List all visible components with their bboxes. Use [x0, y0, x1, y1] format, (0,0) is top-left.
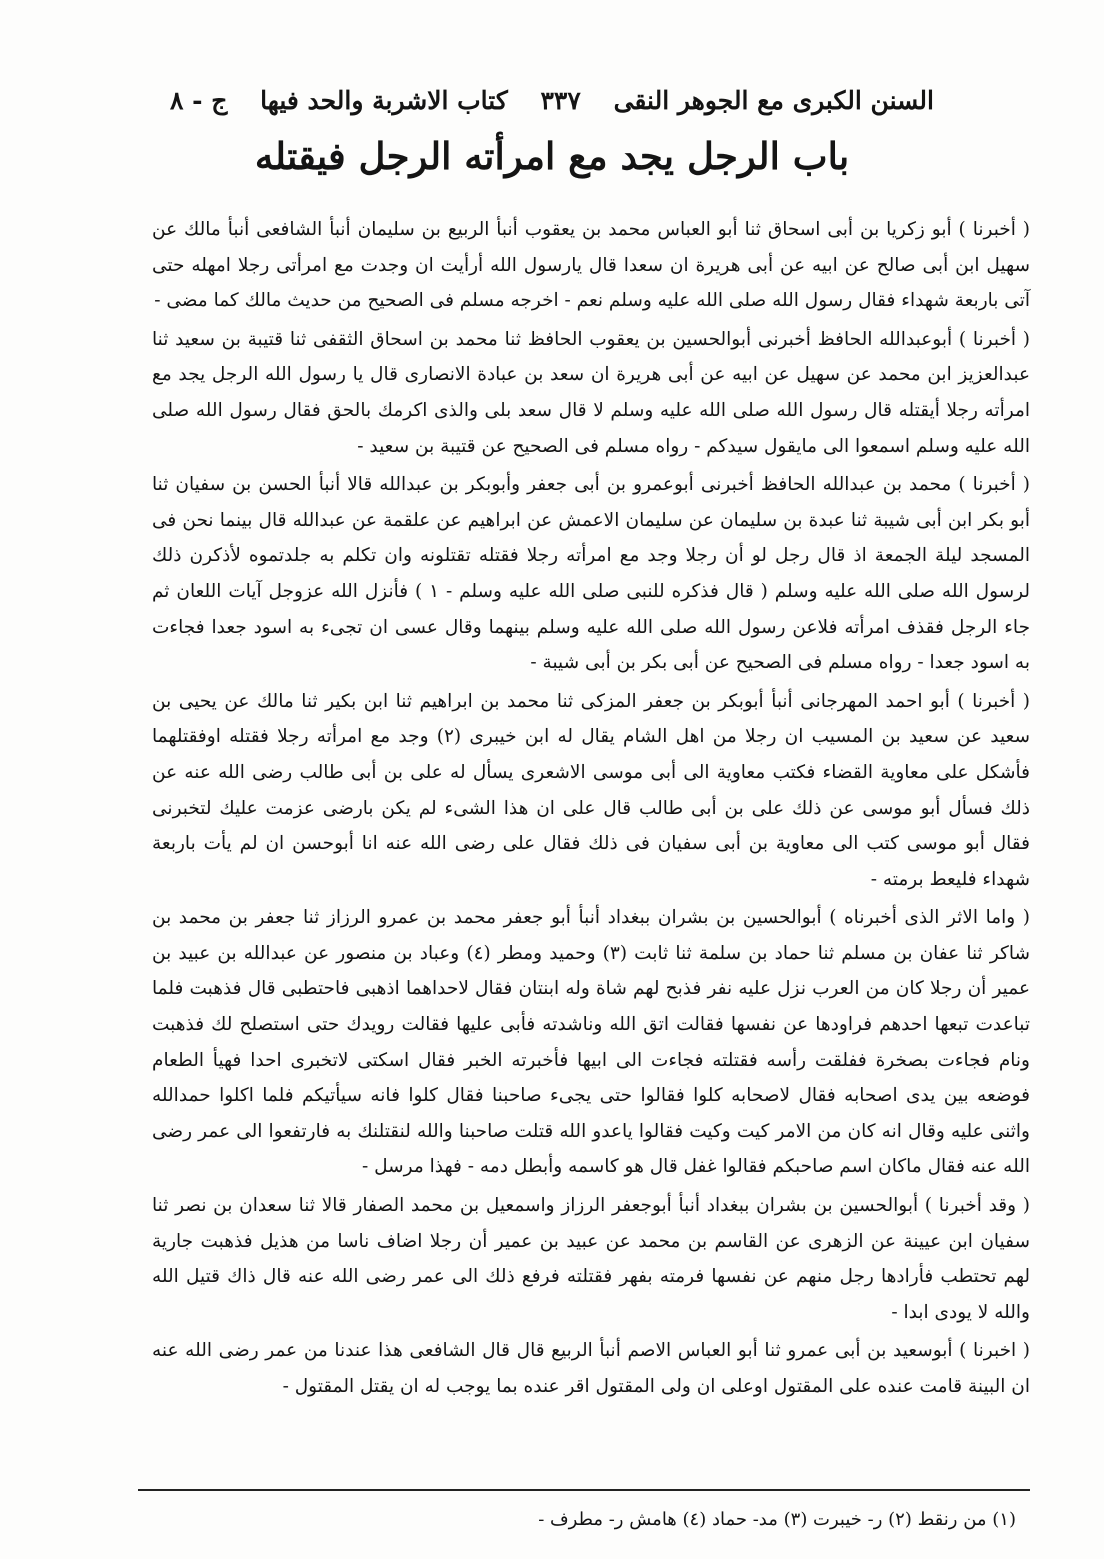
footnote-divider — [138, 1489, 1030, 1491]
chapter-title: باب الرجل يجد مع امرأته الرجل فيقتله — [254, 134, 850, 178]
paragraph-4: ( أخبرنا ) أبو احمد المهرجانى أنبأ أبوبكر بن جعفر المزكى ثنا محمد بن ابراهيم ثنا ابن بكير ثنا مالك عن يحيى بن سعيد عن سعيد بن المسيب ان رجلا من اهل الشام يقال له ابن خيبرى (٢) وجد مع امرأته رجلا فقتله اوفقتلهما فأشكل على معاوية القضاء فكتب معاوية الى أبى موسى الاشعرى يسأل له على بن أبى طالب رضى الله عنه عن ذلك فسأل أبو موسى عن ذلك على بن أبى طالب قال على ان هذا الشىء لم يكن بارضى عزمت عليك لتخبرنى فقال أبو موسى كتب الى معاوية بن أبى سفيان فى ذلك فقال على رضى الله عنه انا أبوحسن ان لم يأت باربعة شهداء فليعط برمته - — [152, 690, 1030, 890]
book-title: السنن الكبرى مع الجوهر النقى — [613, 85, 934, 115]
footnote: (١) من رنقط (٢) ر- خيبرت (٣) مد- حماد (٤) هامش ر- مطرف - — [538, 1509, 1016, 1530]
volume-number: ج - ٨ — [170, 85, 228, 115]
section-title: كتاب الاشربة والحد فيها — [260, 85, 508, 115]
paragraph-1: ( أخبرنا ) أبو زكريا بن أبى اسحاق ثنا أبو العباس محمد بن يعقوب أنبأ الربيع بن سليمان أنبأ الشافعى أنبأ مالك عن سهيل ابن أبى صالح عن ابيه عن أبى هريرة ان سعدا قال يارسول الله أرأيت ان وجدت مع امرأتى رجلا امهله حتى آتى باربعة شهداء فقال رسول الله صلى الله عليه وسلم نعم - اخرجه مسلم فى الصحيح من حديث مالك كما مضى - — [152, 219, 1030, 312]
running-header — [170, 80, 934, 120]
document-body — [152, 212, 1030, 1408]
paragraph-6: ( وقد أخبرنا ) أبوالحسين بن بشران ببغداد أنبأ أبوجعفر الرزاز واسمعيل بن محمد الصفار قالا ثنا سعدان بن نصر ثنا سفيان ابن عيينة عن الزهرى عن القاسم بن محمد عن عبيد بن عمير أن رجلا اضاف ناسا من هذيل فذهبت جارية لهم تحتطب فأرادها رجل منهم عن نفسها فرمته بفهر فقتلته فرفع ذلك الى عمر رضى الله عنه قال ذاك قتيل الله والله لا يودى ابدا - — [152, 1195, 1030, 1323]
paragraph-3: ( أخبرنا ) محمد بن عبدالله الحافظ أخبرنى أبوعمرو بن أبى جعفر وأبوبكر بن عبدالله قالا أنبأ الحسن بن سفيان ثنا أبو بكر ابن أبى شيبة ثنا عبدة بن سليمان عن سليمان الاعمش عن ابراهيم عن علقمة عن عبدالله قال بينما نحن فى المسجد ليلة الجمعة اذ قال رجل لو أن رجلا وجد مع امرأته رجلا فقتله تقتلونه وان تكلم به جلدتموه لأذكرن ذلك لرسول الله صلى الله عليه وسلم ( قال فذكره للنبى صلى الله عليه وسلم - ١ ) فأنزل الله عزوجل آيات اللعان ثم جاء الرجل فقذف امرأته فلاعن رسول الله صلى الله عليه وسلم بينهما وقال عسى ان تجىء به اسود جعدا فجاءت به اسود جعدا - رواه مسلم فى الصحيح عن أبى بكر بن أبى شيبة - — [152, 474, 1030, 674]
paragraph-5: ( واما الاثر الذى أخبرناه ) أبوالحسين بن بشران ببغداد أنبأ أبو جعفر محمد بن عمرو الرزاز ثنا جعفر بن محمد بن شاكر ثنا عفان بن مسلم ثنا حماد بن سلمة ثنا ثابت (٣) وحميد ومطر (٤) وعباد بن منصور عن عبدالله بن عبيد بن عمير أن رجلا كان من العرب نزل عليه نفر فذبح لهم شاة وله ابنتان فقال لاحداهما اذهبى فاحتطبى قال فذهبت فلما تباعدت تبعها احدهم فراودها عن نفسها فقالت اتق الله وناشدته فأبى عليها فقالت رويدك حتى استصلح لك فذهبت ونام فجاءت بصخرة ففلقت رأسه فقتلته فجاءت الى ابيها فأخبرته الخبر فقال اسكتى لاتخبرى احدا فهيأ الطعام فوضعه بين يدى اصحابه فقال لاصحابه كلوا فقالوا حتى يجىء صاحبنا فقال كلوا فانه سيأتيكم فلما اكلوا حمدالله واثنى عليه وقال انه كان من الامر كيت وكيت فقالوا ياعدو الله قتلت صاحبنا والله لنقتلنك به فارتفعوا الى عمر رضى الله عنه فقال ماكان اسم صاحبكم فقالوا غفل قال هو كاسمه وأبطل دمه - فهذا مرسل - — [152, 907, 1030, 1178]
page-number: ٣٣٧ — [540, 85, 581, 115]
paragraph-7: ( اخبرنا ) أبوسعيد بن أبى عمرو ثنا أبو العباس الاصم أنبأ الربيع قال قال الشافعى هذا عندنا من عمر رضى الله عنه ان البينة قامت عنده على المقتول اوعلى ان ولى المقتول اقر عنده بما يوجب له ان يقتل المقتول - — [152, 1340, 1030, 1397]
paragraph-2: ( أخبرنا ) أبوعبدالله الحافظ أخبرنى أبوالحسين بن يعقوب الحافظ ثنا محمد بن اسحاق الثقفى ثنا قتيبة بن سعيد ثنا عبدالعزيز ابن محمد عن سهيل عن ابيه عن أبى هريرة ان سعد بن عبادة الانصارى قال يا رسول الله الرجل يجد مع امرأته رجلا أيقتله قال رسول الله صلى الله عليه وسلم لا قال سعد بلى والذى اكرمك بالحق فقال رسول الله صلى الله عليه وسلم اسمعوا الى مايقول سيدكم - رواه مسلم فى الصحيح عن قتيبة بن سعيد - — [152, 328, 1030, 457]
